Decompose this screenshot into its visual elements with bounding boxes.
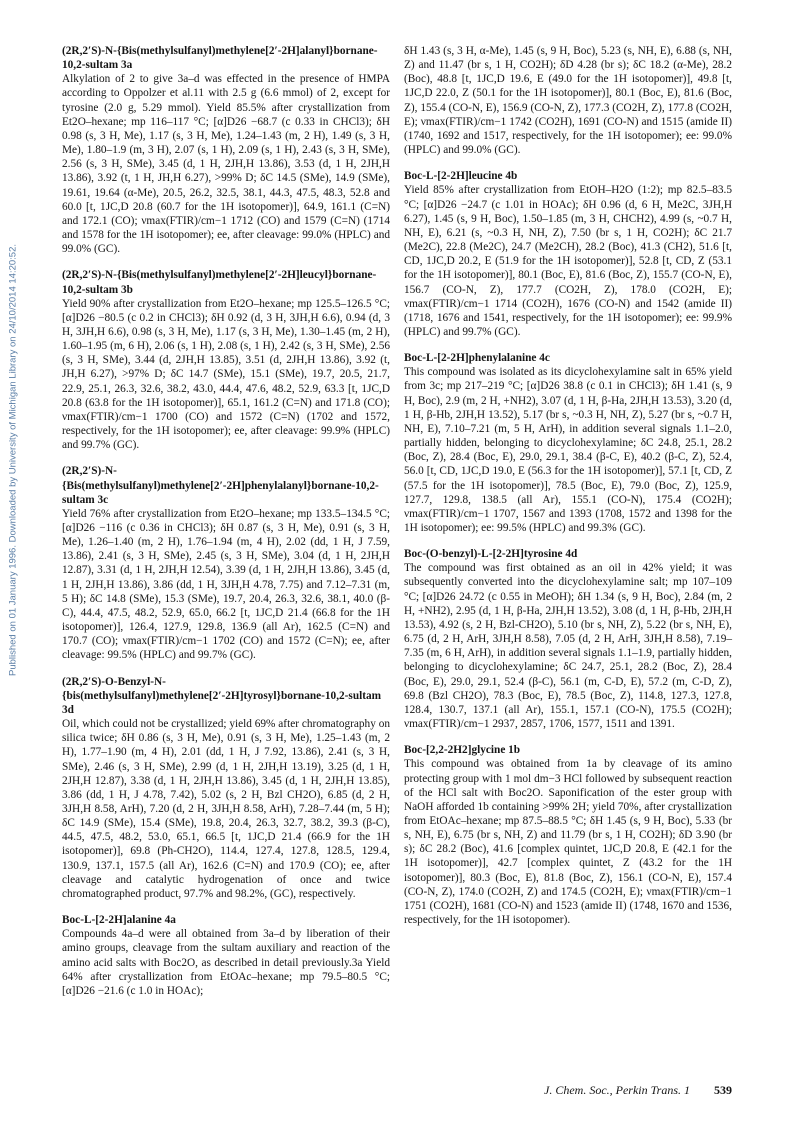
- compound-entry-4b: [404, 169, 732, 339]
- page-number: 539: [714, 1083, 732, 1097]
- compound-entry-4a: [62, 913, 390, 998]
- compound-entry-3b: [62, 268, 390, 452]
- entry-body: Yield 85% after crystallization from EtOH–H2O (1:2); mp 82.5–83.5 °C; [α]D26 −24.7 (c 1.01 in HOAc); δH 0.96 (d, 6 H, Me2C, 3JH,H 6.27), 1.45 (s, 9 H, Boc), 1.50–1.85 (m, 3 H, CHCH2), 4.99 (s, ~0.7 H, NH, E), 6.21 (s, ~0.3 H, NH, Z), 7.50 (br s, 1 H, CO2H); δC 21.7 (Me2C), 22.8 (Me2C), 24.7 (Me2CH), 28.2 (Boc), 41.3 (CH2), 51.6 [t, CD, 1JC,D 20.2, E (51.9 for the 1H isotopomer)], 52.8 [t, CD, Z (53.1 for the 1H isotopomer)], 80.1 (Boc, E), 81.6 (Boc, Z), 155.7 (CO-N, E), 156.7 (CO-N, Z), 177.7 (CO2H, Z), 178.0 (CO2H, E); νmax(FTIR)/cm−1 1714 (CO2H), 1676 (CO-N) and 1542 (amide II) (1718, 1676 and 1541, respectively, for the 1H isotopomer); ee: 99.9% (HPLC) and 99.7% (GC).: [404, 184, 732, 338]
- entry-body: Yield 76% after crystallization from Et2O–hexane; mp 133.5–134.5 °C; [α]D26 −116 (c 0.36 in CHCl3); δH 0.87 (s, 3 H, Me), 0.91 (s, 3 H, Me), 1.26–1.40 (m, 2 H), 1.76–1.94 (m, 4 H), 2.02 (dd, 1 H, J 7.59, 13.86), 2.41 (s, 3 H, SMe), 2.45 (s, 3 H, SMe), 3.04 (d, 1 H, 2JH,H 12.87), 3.31 (d, 1 H, 2JH,H 12.54), 3.39 (d, 1 H, 2JH,H 13.86), 3.45 (d, 1 H, 2JH,H 13.86), 3.86 (dd, 1 H, 3JH,H 4.78, 7.75) and 7.12–7.31 (m, 5 H); δC 14.8 (SMe), 15.3 (SMe), 19.7, 20.4, 26.3, 32.6, 38.1, 40.0 (β-C), 44.4, 47.5, 48.2, 52.9, 65.0, 66.2 [t, 1JC,D 21.4 (66.8 for the 1H isotopomer)], 126.4, 127.9, 129.8, 136.9 (all Ar), 162.5 (C=N) and 170.7 (CO); νmax(FTIR)/cm−1 1702 (CO) and 1572 (C=N); ee, after cleavage: 99.5% (HPLC) and 99.7% (GC).: [62, 507, 390, 662]
- left-column: [62, 44, 390, 1010]
- entry-title: Boc-L-[2-2H]leucine 4b: [404, 170, 518, 183]
- compound-entry-3a: [62, 44, 390, 256]
- entry-title: (2R,2′S)-N-{Bis(methylsulfanyl)methylene[2′-2H]alanyl}bornane-10,2-sultam 3a: [62, 45, 378, 72]
- compound-entry-4d: [404, 547, 732, 731]
- entry-title: (2R,2′S)-O-Benzyl-N-{bis(methylsulfanyl)methylene[2′-2H]tyrosyl}bornane-10,2-sultam 3d: [62, 675, 382, 716]
- compound-entry-1b: [404, 743, 732, 927]
- entry-title: (2R,2′S)-N-{Bis(methylsulfanyl)methylene[2′-2H]phenylalanyl}bornane-10,2-sultam 3c: [62, 465, 379, 506]
- entry-body: Compounds 4a–d were all obtained from 3a–d by liberation of their amino groups, cleavage from the sultam auxiliary and reaction of the amino acid salts with Boc2O, as described in detail previously.3a Yield 64% after crystallization from EtOAc–hexane; mp 79.5–80.5 °C; [α]D26 −21.6 (c 1.0 in HOAc);: [62, 928, 390, 997]
- compound-entry-4c: [404, 351, 732, 535]
- entry-title: Boc-[2,2-2H2]glycine 1b: [404, 744, 521, 757]
- journal-name: J. Chem. Soc., Perkin Trans. 1: [544, 1083, 690, 1097]
- entry-body: The compound was first obtained as an oil in 42% yield; it was subsequently converted into the dicyclohexylamine salt; mp 107–109 °C; [α]D26 24.72 (c 0.55 in MeOH); δH 1.34 (s, 9 H, Boc), 2.84 (m, 2 H, +NH2), 2.95 (d, 1 H, β-Ha, 2JH,H 13.52), 3.08 (d, 1 H, β-Hb, 2JH,H 13.53), 4.92 (s, 2 H, Bzl-CH2O), 5.10 (br s, NH, Z), 5.22 (br s, NH, E), 6.75 (d, 2 H, ArH, 3JH,H 8.58), 7.05 (d, 2 H, ArH, 3JH,H 8.58), 7.19–7.35 (m, 6 H, ArH), in addition several signals 1.1–1.9, partially hidden, belonging to dicyclohexylamine; δC 24.7, 25.1, 28.2 (Boc, Z), 28.4 (Boc, E), 29.0, 29.1, 52.4 (β-C), 56.1 (m, C-D, E), 57.2 (m, C-D, Z), 69.8 (Bzl CH2O), 78.3 (Boc, E), 78.5 (Boc, Z), 114.8, 127.3, 127.8, 128.4, 130.7, 137.1 (all Ar), 155.1, 157.1 (CO-N), 175.5 (CO2H); νmax(FTIR)/cm−1 2937, 2857, 1706, 1577, 1511 and 1391.: [404, 562, 732, 731]
- entry-body: δH 1.43 (s, 3 H, α-Me), 1.45 (s, 9 H, Boc), 5.23 (s, NH, E), 6.88 (s, NH, Z) and 11.47 (br s, 1 H, CO2H); δD 4.28 (br s); δC 18.2 (α-Me), 28.2 (Boc), 48.8 [t, 1JC,D 19.6, E (49.0 for the 1H isotopomer)], 49.8 [t, 1JC,D 22.0, Z (50.1 for the 1H isotopomer)], 80.1 (Boc, E), 81.6 (Boc, Z), 155.4 (CO-N, E), 156.9 (CO-N, Z), 177.3 (CO2H, Z), 177.8 (CO2H, E); νmax(FTIR)/cm−1 1742 (CO2H), 1691 (CO-N) and 1515 (amide II) (1740, 1692 and 1517, respectively, for the 1H isotopomer); ee: 99.0% (HPLC) and 99.0% (GC).: [404, 45, 732, 157]
- entry-title: Boc-L-[2-2H]phenylalanine 4c: [404, 352, 550, 365]
- download-watermark-text: Published on 01 January 1996. Downloaded by University of Michigan Library on 24/10/2014 14:20:52.: [7, 243, 19, 677]
- compound-entry-4a-continued: [404, 44, 732, 157]
- entry-body: Alkylation of 2 to give 3a–d was effected in the presence of HMPA according to Oppolzer et al.11 with 2.5 g (6.6 mmol) of 2, except for tyrosine (2.0 g, 5.29 mmol). Yield 85.5% after crystallization from Et2O–hexane; mp 116–117 °C; [α]D26 −68.7 (c 0.33 in CHCl3); δH 0.98 (s, 3 H, Me), 1.17 (s, 3 H, Me), 1.24–1.43 (m, 2 H), 1.49 (s, 3 H, Me), 1.80–1.9 (m, 3 H), 2.07 (s, 1 H), 2.09 (s, 1 H), 2.43 (s, 3 H, SMe), 2.56 (s, 3 H, SMe), 3.45 (d, 1 H, 2JH,H 13.86), 3.53 (d, 1 H, 2JH,H 13.86), 3.92 (t, 1 H, JH,H 6.27), >99% D; δC 14.5 (SMe), 14.9 (SMe), 19.61, 19.64 (α-Me), 20.5, 26.2, 32.5, 38.1, 44.3, 47.5, 48.3, 52.8 and 60.0 [t, 1JC,D 20.8 (60.7 for the 1H isotopomer)], 64.9, 161.1 (C=N) and 172.1 (CO); νmax(FTIR)/cm−1 1712 (CO) and 1579 (C=N) (1714 and 1578 for the 1H isotopomer); ee, after cleavage: 99.0% (HPLC) and 99.0% (GC).: [62, 73, 390, 256]
- entry-title: Boc-L-[2-2H]alanine 4a: [62, 914, 176, 927]
- entry-body: Yield 90% after crystallization from Et2O–hexane; mp 125.5–126.5 °C; [α]D26 −80.5 (c 0.2 in CHCl3); δH 0.92 (d, 3 H, 3JH,H 6.6), 0.94 (d, 3 H, 3JH,H 6.6), 0.98 (s, 3 H, Me), 1.17 (s, 3 H, Me), 1.30–1.45 (m, 2 H), 1.60–1.95 (m, 6 H), 2.06 (s, 1 H), 2.08 (s, 1 H), 2.42 (s, 3 H, SMe), 2.56 (s, 3 H, SMe), 3.44 (d, 2JH,H 13.85), 3.51 (d, 2JH,H 13.86), 3.92 (t, JH,H 6.27), >97% D; δC 14.7 (SMe), 15.1 (SMe), 19.7, 20.5, 21.7, 22.9, 25.1, 26.3, 32.6, 38.2, 43.0, 44.4, 47.6, 48.2, 52.9, 63.3 [t, 1JC,D 20.8 (63.8 for the 1H isotopomer)], 65.1, 161.2 (C=N) and 171.8 (CO); νmax(FTIR)/cm−1 1700 (CO) and 1572 (C=N) (1702 and 1572, respectively, for the 1H isotopomer); ee, after cleavage: 99.9% (HPLC) and 99.7% (GC).: [62, 297, 390, 452]
- entry-body: This compound was isolated as its dicyclohexylamine salt in 65% yield from 3c; mp 217–219 °C; [α]D26 38.8 (c 0.1 in CHCl3); δH 1.41 (s, 9 H, Boc), 2.9 (m, 2 H, +NH2), 3.07 (d, 1 H, β-Ha, 2JH,H 13.53), 3.20 (d, 1 H, β-Hb, 2JH,H 13.52), 5.17 (br s, ~0.3 H, NH, Z), 5.27 (br s, ~0.7 H, NH, E), 7.10–7.21 (m, 5 H, ArH), in addition several signals 1.1–2.0, partially hidden, belonging to dicyclohexylamine; δC 24.8, 25.1, 28.2 (Boc, Z), 28.4 (Boc, E), 29.0, 29.1, 38.4 (β-C, E), 40.2 (β-C, Z), 52.4, 56.0 [t, CD, 1JC,D 19.0, E (56.3 for the 1H isotopomer)], 57.1 [t, CD, Z (57.5 for the 1H isotopomer)], 78.5 (Boc, E), 79.0 (Boc, Z), 125.9, 127.7, 129.8, 138.5 (all Ar), 155.1 (CO-N), 175.4 (CO2H); νmax(FTIR)/cm−1 1707, 1567 and 1393 (1708, 1572 and 1398 for the 1H isotopomer); ee: 99.5% (HPLC) and 99.3% (GC).: [404, 366, 732, 534]
- compound-entry-3d: [62, 675, 390, 902]
- right-column: [404, 44, 732, 939]
- entry-body: This compound was obtained from 1a by cleavage of its amino protecting group with 1 mol dm−3 HCl followed by subsequent reaction of the HCl salt with Boc2O. Saponification of the ester group with NaOH afforded 1b containing >99% 2H; yield 70%, after crystallization from EtOAc–hexane; mp 87.5–88.5 °C; δH 1.45 (s, 9 H, Boc), 5.33 (br s, NH, E), 6.75 (br s, NH, Z) and 11.79 (br s, 1 H, CO2H); δD 3.90 (br s); δC 28.2 (Boc), 41.6 [complex quintet, 1JC,D 20.8, E (42.1 for the 1H isotopomer)], 42.7 [complex quintet, Z (43.2 for the 1H isotopomer)], 80.3 (Boc, E), 81.8 (Boc, Z), 156.1 (CO-N, E), 157.4 (CO-N, Z), 174.0 (CO2H, Z) and 174.5 (CO2H, E); νmax(FTIR)/cm−1 1751 (CO2H), 1681 (CO-N) and 1523 (amide II) (1748, 1670 and 1536, respectively, for the 1H isotopomer).: [404, 758, 732, 927]
- entry-body: Oil, which could not be crystallized; yield 69% after chromatography on silica twice; δH 0.86 (s, 3 H, Me), 0.91 (s, 3 H, Me), 1.25–1.43 (m, 2 H), 1.77–1.90 (m, 4 H), 2.01 (dd, 1 H, J 7.92, 13.86), 2.41 (s, 3 H, SMe), 2.46 (s, 3 H, SMe), 2.99 (d, 1 H, 2JH,H 13.19), 3.25 (d, 1 H, 2JH,H 12.87), 3.38 (d, 1 H, 2JH,H 13.86), 3.45 (d, 1 H, 2JH,H 13.85), 3.86 (dd, 1 H, J 4.78, 7.42), 5.02 (s, 2 H, Bzl CH2O), 6.85 (d, 2 H, 3JH,H 8.58, ArH), 7.20 (d, 2 H, 3JH,H 8.58, ArH), 7.28–7.44 (m, 5 H); δC 14.9 (SMe), 15.4 (SMe), 19.8, 20.4, 26.3, 32.7, 38.2, 39.3 (β-C), 44.5, 47.5, 48.2, 53.0, 65.1, 66.5 [t, 1JC,D 21.4 (66.9 for the 1H isotopomer)], 69.8 (Ph-CH2O), 114.4, 127.4, 127.8, 128.5, 129.4, 130.9, 137.1, 157.5 (all Ar), 162.6 (C=N) and 170.9 (CO); ee, after cleavage and catalytic hydrogenation of once and twice chromatographed product, 97.7% and 98.2%, (GC), respectively.: [62, 718, 390, 900]
- download-watermark: [6, 180, 20, 740]
- entry-title: (2R,2′S)-N-{Bis(methylsulfanyl)methylene[2′-2H]leucyl}bornane-10,2-sultam 3b: [62, 269, 377, 296]
- compound-entry-3c: [62, 464, 390, 662]
- entry-title: Boc-(O-benzyl)-L-[2-2H]tyrosine 4d: [404, 548, 578, 561]
